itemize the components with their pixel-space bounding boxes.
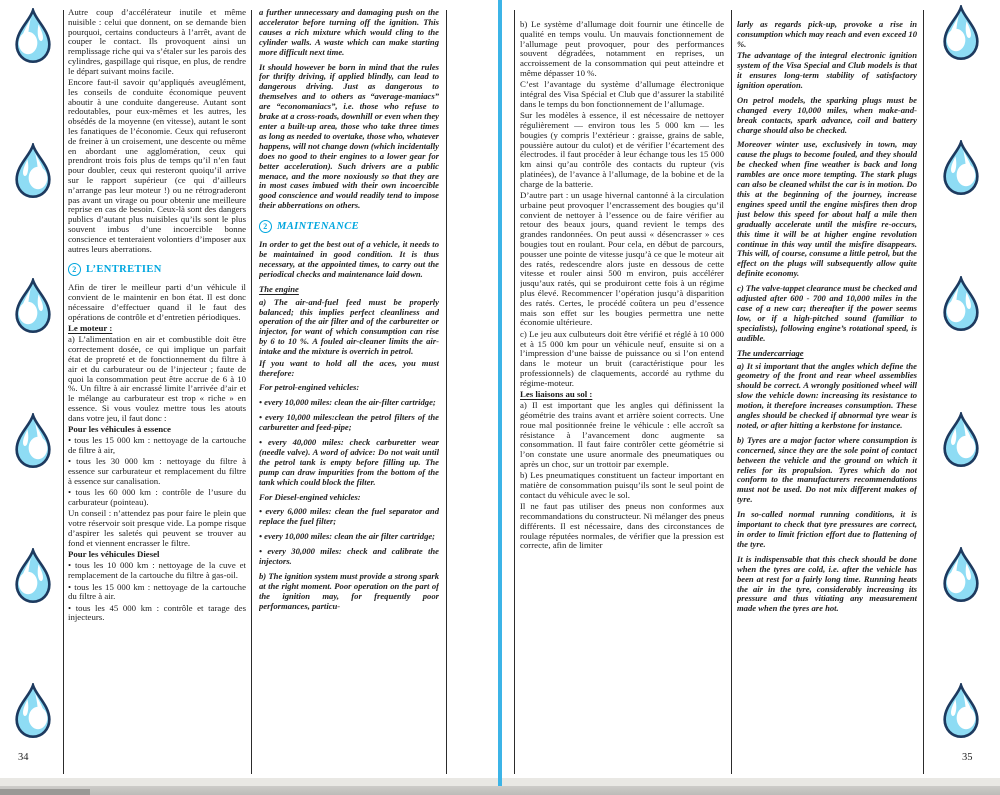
paragraph: On petrol models, the sparking plugs must be changed every 10,000 miles, when make-and-break contacts, spark advance, coil and battery charge should also be checked. [737,94,917,135]
paragraph: a further unnecessary and damaging push on the accelerator before turning off the ignition. This causes a rich mixture which would cling to the cylinder walls. A waste which can make starting more difficult next time. [259,8,439,57]
bullet-item: • tous les 60 000 km : contrôle de l’usure du carburateur (pointeau). [68,487,246,508]
column-divider [731,10,732,774]
bullet-item: • tous les 30 000 km : nettoyage du filtre à essence sur carburateur et remplacement du filtre à essence sur canalisation. [68,456,246,487]
section-header-maintenance [259,220,439,233]
heading-the-engine: The engine [259,283,299,294]
page-bottom-corner-shadow [0,789,90,795]
right-page-french-column [520,20,724,778]
water-drop-icon [936,547,986,603]
paragraph: Sur les modèles à essence, il est nécessaire de nettoyer régulièrement — environ tous les 5 000 km — les bougies (y compris l’extérieur : graisse, grains de sable, poussière autour du culot) et de vérifier l’écartement des électrodes. il faut procéder à leur échange tous les 15 000 km ainsi qu’au contrôle des contacts du rupteur (vis platinées), de l’avance à l’allumage, de la bobine et de la charge de la batterie. [520,110,724,189]
heading-diesel-vehicles: For Diesel-engined vehicles: [259,491,361,502]
water-drop-icon [8,413,58,469]
heading-the-undercarriage: The undercarriage [737,347,804,358]
heading-le-moteur: Le moteur : [68,323,113,334]
right-page-english-column [737,20,917,778]
heading-liaisons-au-sol: Les liaisons au sol : [520,388,593,399]
paragraph: c) Le jeu aux culbuteurs doit être vérifié et réglé à 10 000 et à 15 000 km pour un véhicule neuf, ensuite si on a l’impression d’une baisse de puissance ou si l’on entend dans le moteur un bruit (caractéristique pour les professionnels) de claquements, accordé au rythme du régime-moteur. [520,328,724,388]
page-gutter-line [498,0,502,786]
bullet-item: • tous les 15 000 km : nettoyage de la cartouche de filtre à air, [68,435,246,456]
paragraph: C’est l’avantage du système d’allumage électronique intégral des Visa Spécial et Club que d’assurer la stabilité dans le temps du bon fonctionnement de l’allumage. [520,79,724,109]
page-number-left: 34 [18,752,29,763]
paragraph: It should however be born in mind that the rules for thrifty driving, if applied blindly, can lead to dangerous driving. Just as dangerous to themselves and to others as “average-maniacs” are “economaniacs”, i.e. those who refuse to brake at a cross-roads, downhill or even when they enter a built-up area, those who take three times as long as needed to overtake, those who, whatever happens, will not change down (which incidentally does no good to their engines to a lower gear for better acceleration). Such drivers are a public menace, and the more noxiously so that they are in most cases imbued with their own incoercible good conscience and would readily tend to impose their abberrations on others. [259,61,439,211]
paragraph: Un conseil : n’attendez pas pour faire le plein que votre réservoir soit presque vide. La pompe risque d’aspirer les saletés qui peuvent se trouver au fond et viennent encrasser le filtre. [68,508,246,548]
paragraph: D’autre part : un usage hivernal cantonné à la circulation urbaine peut provoquer l’encrassement des bougies qu’il convient de nettoyer à l’essence ou de faire vérifier au retour des beaux jours, quand revient le temps des grandes randonnées. On peut aussi « désencrasser » ces bougies tout en roulant. Pour cela, en début de parcours, pousser une pointe de vitesse jusqu’à ce que le moteur ait des ratés, redescendre alors juste en dessous de cette vitesse et rouler ainsi 500 m environ, puis accélérer jusqu’aux ratés, qui se produiront cette fois à un régime plus élevé. Recommencer l’opération jusqu’à disparition des ratés. Certes, le procédé coûtera un peu d’essence mais son effet sur les bougies permettra une nette économie ultérieure. [520,190,724,328]
bullet-item: • every 40,000 miles: check carburetter wear (needle valve). A word of advice: Do not wait until the petrol tank is empty before filling up. The pump can draw impurities from the bottom of the tank which could block the filter. [259,437,439,487]
water-drop-icon [8,548,58,604]
paragraph: Moreover winter use, exclusively in town, may cause the plugs to become fouled, and they should be checked when fine weather is back and long rambles are once more tempting. The stark plugs can also be cleaned whilst the car is in motion. Do this at the beginning of the journey, increase engines speed until the engine misfires then drop just below this speed for about half a mile then gradually accelerate until the misfire re-occurs, this time it will be at higher engine revolution continue in this way until the misfire disappears. This will, of course, consume a little petrol, but the effect on the plugs will subsequently allow quite definite economy. [737,139,917,279]
bullet-item: • tous les 10 000 km : nettoyage de la cuve et remplacement de la cartouche du filtre à gas-oil. [68,560,246,581]
column-rule [63,10,64,774]
paragraph: b) Tyres are a major factor where consumption is concerned, since they are the sole point of contact between the vehicle and the ground on which it relies for its propulsion. Tyres which do not conform to the manufacturers recommendations must not be used. Do not mix different makes of tyre. [737,434,917,505]
column-rule [923,10,924,774]
paragraph: a) The air-and-fuel feed must be properly balanced; this implies perfect cleanliness and operation of the air filter and of the carburetter or injector, for want of which consumption can rise by 6 to 10 %. A fouled air-cleaner limits the air-intake and the mixture is overrich in petrol. [259,296,439,357]
section-header-entretien [68,263,246,276]
left-page-english-column [259,8,439,778]
bullet-item: • every 6,000 miles: clean the fuel separator and replace the fuel filter; [259,506,439,527]
bullet-item: • every 30,000 miles: check and calibrate the injectors. [259,546,439,567]
bullet-item: • tous les 15 000 km : nettoyage de la cartouche du filtre à air. [68,581,246,602]
heading-vehicules-essence: Pour les véhicules à essence [68,424,171,435]
paragraph: Il ne faut pas utiliser des pneus non conformes aux recommandations du constructeur. Ni mélanger des pneus différents. Il est nécessaire, dans des circonstances de roulage réputées normales, de vérifier que la pression est correcte, afin de limiter [520,501,724,551]
column-rule [446,10,447,774]
left-page-french-column [68,8,246,778]
water-drop-icon [8,143,58,199]
section-title: MAINTENANCE [277,220,360,232]
water-drop-icon [936,276,986,332]
water-drop-icon [936,140,986,196]
paragraph: b) The ignition system must provide a strong spark at the right moment. Poor operation on the part of the ignition may, for frequently poor performances, particu- [259,571,439,611]
paragraph: If you want to hold all the aces, you must therefore: [259,357,439,378]
paragraph: It is indispensable that this check should be done when the tyres are cold, i.e. after the vehicle has been at rest for a fairly long time. Running heats the air in the tyre, considerably increasing its pressure and thus vitiating any measurement made when the tyres are hot. [737,553,917,614]
water-drop-icon [8,278,58,334]
circled-number-icon: 2 [259,220,272,233]
column-rule [514,10,515,774]
paragraph: Autre coup d’accélérateur inutile et même nuisible : celui que donnent, on se demande bien pourquoi, certains conducteurs à l’arrêt, avant de couper le contact. Ils provoquent ainsi un remplissage riche qui va s’étaler sur les parois des cylindres, gaspillage qui risque, en plus, de rendre le départ suivant moins facile. [68,8,246,76]
paragraph: a) Il est important que les angles qui définissent la géométrie des trains avant et arrière soient corrects. Une roue mal positionnée freine le véhicule : elle accroît sa résistance à l’avancement donc augmente sa consommation. Il faut faire contrôler cette géométrie si l’on constate une usure anormale des pneumatiques ou après un choc, sur un trottoir par exemple. [520,400,724,470]
paragraph: a) It si important that the angles which define the geometry of the front and rear wheel assemblies should be correct. A wrongly positioned wheel will slow the vehicle down: increasing its resistance to motion, it therefore increases consumption. These angles should be checked if abnormal tyre wear is noted, or after hitting a kerbstone for instance. [737,360,917,430]
circled-number-icon: 2 [68,263,81,276]
water-drop-icon [8,683,58,739]
bullet-item: • every 10,000 miles: clean the air-filter cartridge; [259,397,436,408]
paragraph: In order to get the best out of a vehicle, it needs to be maintained in good condition. It is thus necessary, at the appointed times, to carry out the periodical checks and maintenance laid down. [259,239,439,279]
paragraph: larly as regards pick-up, provoke a rise in consumption which may reach and even exceed 10 %. [737,20,917,49]
column-divider [251,10,252,774]
paragraph: b) Les pneumatiques constituent un facteur important en matière de consommation puisqu’ils sont le seul point de contact du véhicule avec le sol. [520,470,724,500]
paragraph: In so-called normal running conditions, it is important to check that tyre pressures are correct, in order to limit friction effort due to flattening of the tyre. [737,509,917,549]
water-drop-icon [936,412,986,468]
heading-vehicules-diesel: Pour les véhicules Diesel [68,549,160,560]
page-number-right: 35 [962,752,973,763]
paragraph: a) L’alimentation en air et combustible doit être correctement dosée, ce qui implique un parfait état de propreté et de fonctionnement du filtre à air et du carburateur ou de l’injecteur ; faute de quoi la consommation peut être accrue de 6 à 10 %. Un filtre à air encrassé limite l’arrivée d’air et le mélange au carburateur est trop « riche » en essence. Si vous voulez mettre tous les atouts dans votre jeu, il faut donc : [68,334,246,423]
water-drop-icon [936,5,986,61]
water-drop-icon [936,683,986,739]
paragraph: Afin de tirer le meilleur parti d’un véhicule il convient de le maintenir en bon état. Il est donc nécessaire d’effectuer quand il le faut des opérations de contrôle et d’entretien périodiques. [68,282,246,322]
heading-petrol-vehicles: For petrol-engined vehicles: [259,382,360,393]
section-title: L’ENTRETIEN [86,264,162,276]
paragraph: c) The valve-tappet clearance must be checked and adjusted after 600 - 700 and 10,000 miles in the case of a new car; thereafter if the power seems low, or if a high-pitched sound (familiar to specialists), following engine’s rotational speed, is audible. [737,283,917,343]
paragraph: b) Le système d’allumage doit fournir une étincelle de qualité en temps voulu. Un mauvais fonctionnement de l’allumage peut provoquer, pour des performances souvent dégradées, notamment en reprises, un accroissement de la consommation qui peut atteindre et même dépasser 10 %. [520,20,724,78]
paragraph: The advantage of the integral electronic ignition system of the Visa Special and Club models is that it ensures long-term stability of satisfactory ignition operation. [737,50,917,90]
bullet-item: • every 10,000 miles: clean the air filter cartridge; [259,531,436,542]
bullet-item: • tous les 45 000 km : contrôle et tarage des injecteurs. [68,602,246,623]
paragraph: Encore faut-il savoir qu’appliqués aveuglément, les conseils de conduite économique peuvent aboutir à une conduite dangereuse. Autant sont redoutables, pour eux-mêmes et les autres, les obsédés de la moyenne (en vitesse), autant le sont les fanatiques de l’économie. Ceux qui refuseront de freiner à un croisement, une descente ou même en abordant une agglomération, ceux qui prendront trois fois plus de temps qu’il n’en faut pour doubler, ceux qui resteront quoiqu’il arrive sur le rapport supérieur (ce qui d’ailleurs n’arrange pas leur moteur !) ou ne rétrograderont pas avant un virage ou pour obtenir une meilleure reprise en cas de besoin. Ceux-là sont des dangers publics d’autant plus nuisibles qu’ils sont le plus souvent imbus d’une incoercible bonne conscience et tenteraient volontiers d’imposer aux autres leurs aberrations. [68,77,246,254]
water-drop-icon [8,8,58,64]
page-bottom-edge-dark [0,786,1000,795]
bullet-item: • every 10,000 miles:clean the petrol filters of the carburetter and feed-pipe; [259,412,439,433]
